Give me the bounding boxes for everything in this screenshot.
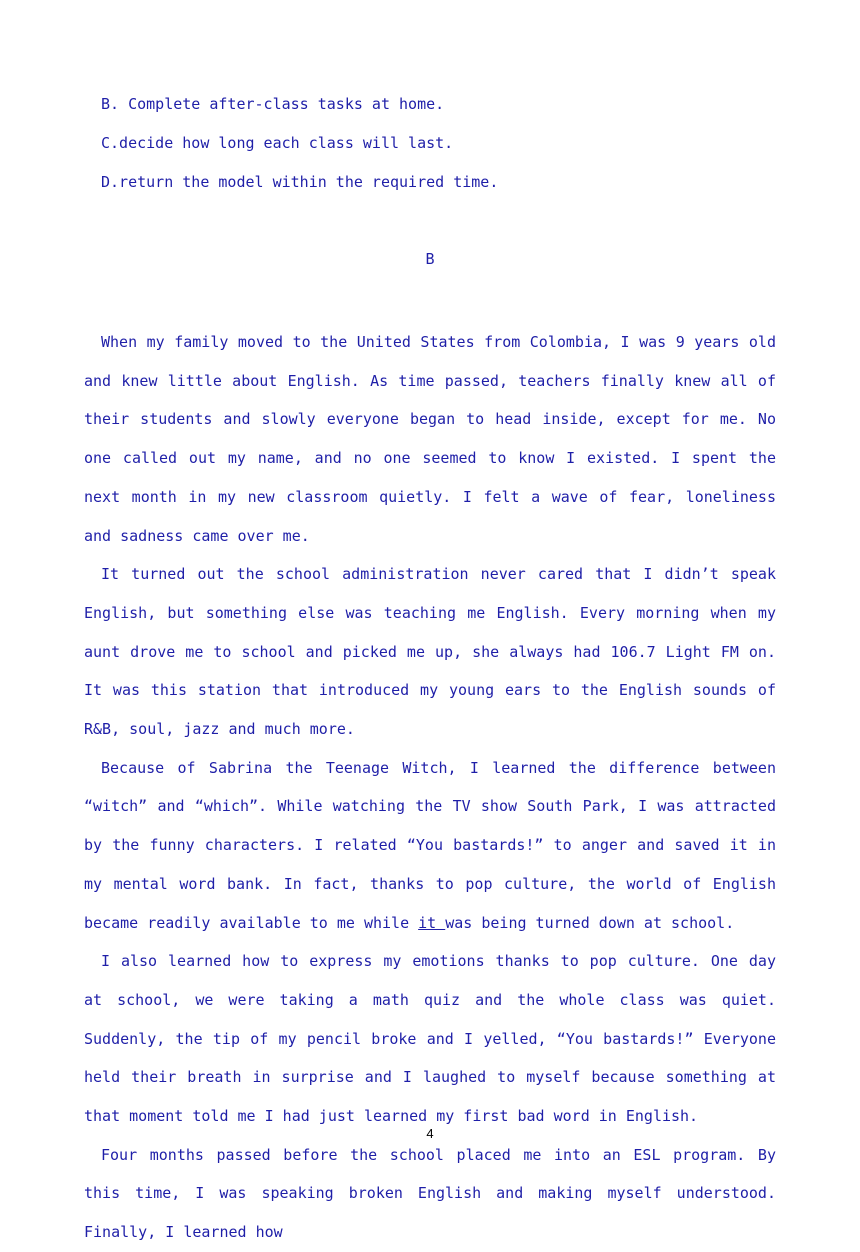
underlined-word: it bbox=[418, 913, 446, 932]
paragraph-3 bbox=[84, 749, 776, 943]
option-b: B. Complete after-class tasks at home. bbox=[101, 95, 445, 113]
page-number: 4 bbox=[426, 1126, 434, 1141]
section-heading: B bbox=[425, 250, 435, 268]
paragraph-4: I also learned how to express my emotions thanks to pop culture. One day at school, we were taking a math quiz and the whole class was quiet. Suddenly, the tip of my pencil broke and I yelled, “You bastards!” Everyone held their breath in surprise and I laughed to myself because something at that moment told me I had just learned my first bad word in English. bbox=[84, 952, 776, 1126]
paragraph-2: It turned out the school administration never cared that I didn’t speak English, but something else was teaching me English. Every morning when my aunt drove me to school and picked me up, she always had 106.7 Light FM on. It was this station that introduced my young ears to the English sounds of R&B, soul, jazz and much more. bbox=[84, 565, 776, 739]
option-c: C.decide how long each class will last. bbox=[101, 134, 454, 152]
reading-passage bbox=[84, 323, 776, 1252]
paragraph-1: When my family moved to the United States from Colombia, I was 9 years old and knew little about English. As time passed, teachers finally knew all of their students and slowly everyone began to head inside, except for me. No one called out my name, and no one seemed to know I existed. I spent the next month in my new classroom quietly. I felt a wave of fear, loneliness and sadness came over me. bbox=[84, 333, 776, 545]
paragraph-5: Four months passed before the school placed me into an ESL program. By this time, I was speaking broken English and making myself understood. Finally, I learned how bbox=[84, 1145, 776, 1242]
paragraph-3-text-start: Because of Sabrina the Teenage Witch, I learned the difference between “witch” and “which”. While watching the TV show South Park, I was attracted by the funny characters. I related “You bastards!” to anger and saved it in my mental word bank. In fact, thanks to pop culture, the world of English became readily available to me while bbox=[84, 758, 776, 932]
option-d: D.return the model within the required time. bbox=[101, 173, 499, 191]
paragraph-3-text-end: was being turned down at school. bbox=[445, 913, 735, 932]
